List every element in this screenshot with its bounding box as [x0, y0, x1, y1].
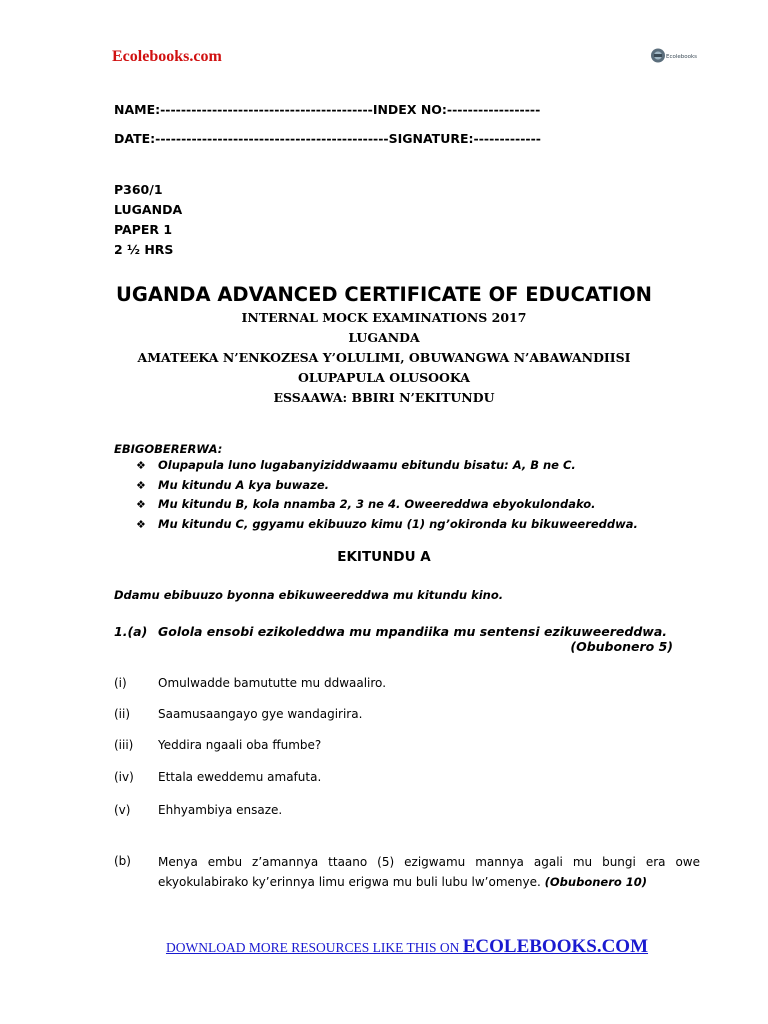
question-1b-text: Menya embu z’amannya ttaano (5) ezigwamu mannya agali mu bungi era owe ekyokulabirako ky’erinnya limu erigwa mu buli lubu lw’omenye. (Obubonero 10): [158, 855, 700, 889]
diamond-bullet-icon: ❖: [136, 459, 146, 472]
instructions-heading: EBIGOBERERWA:: [114, 442, 223, 456]
diamond-bullet-icon: ❖: [136, 498, 146, 511]
item-number: (iii): [114, 738, 134, 752]
item-number: (ii): [114, 707, 131, 721]
paper-subject: LUGANDA: [114, 202, 183, 217]
item-sentence: Saamusaangayo gye wandagirira.: [158, 707, 363, 721]
item-sentence: Ettala eweddemu amafuta.: [158, 770, 322, 784]
diamond-bullet-icon: ❖: [136, 517, 146, 531]
footer-download-banner: [0, 936, 768, 958]
question-1a-text: Golola ensobi ezikoleddwa mu mpandiika mu sentensi ezikuweereddwa.: [158, 624, 668, 639]
paper-duration: 2 ½ HRS: [114, 242, 174, 257]
section-directive: Ddamu ebibuuzo byonna ebikuweereddwa mu kitundu kino.: [114, 588, 504, 602]
instruction-item: ❖ Mu kitundu B, kola nnamba 2, 3 ne 4. Oweereddwa ebyokulondako.: [136, 495, 638, 515]
name-index-field-line: NAME:-----------------------------------------INDEX NO:------------------: [114, 102, 541, 117]
instructions-list: [136, 456, 638, 534]
paper-meta: [114, 180, 182, 260]
ecolebooks-logo: [650, 47, 702, 64]
paper-code: P360/1: [114, 182, 163, 197]
ecolebooks-header-link[interactable]: Ecolebooks.com: [112, 48, 222, 65]
section-heading: EKITUNDU A: [337, 549, 431, 565]
footer-download-link[interactable]: DOWNLOAD MORE RESOURCES LIKE THIS ON ECOLEBOOKS.COM: [165, 936, 649, 957]
question-1b-label: (b): [114, 854, 131, 868]
item-sentence: Yeddira ngaali oba ffumbe?: [158, 738, 322, 752]
exam-subtitle-2: LUGANDA: [348, 330, 420, 345]
item-sentence: Ehhyambiya ensaze.: [158, 803, 283, 817]
question-1a-marks: (Obubonero 5): [570, 639, 673, 654]
instruction-item: ❖ Olupapula luno lugabanyiziddwaamu ebitundu bisatu: A, B ne C.: [136, 456, 638, 476]
diamond-bullet-icon: ❖: [136, 478, 146, 492]
paper-number: PAPER 1: [114, 222, 173, 237]
item-number: (v): [114, 803, 131, 817]
item-number: (iv): [114, 770, 134, 784]
svg-text:Ecolebooks: Ecolebooks: [666, 54, 698, 60]
instruction-item: ❖ Mu kitundu A kya buwaze.: [136, 476, 638, 496]
exam-title: UGANDA ADVANCED CERTIFICATE OF EDUCATION: [116, 283, 652, 306]
item-number: (i): [114, 676, 127, 690]
date-signature-field-line: DATE:---------------------------------------------SIGNATURE:-------------: [114, 131, 541, 146]
exam-subtitle-5: ESSAAWA: BBIRI N’EKITUNDU: [273, 390, 495, 405]
item-sentence: Omulwadde bamututte mu ddwaaliro.: [158, 676, 387, 690]
instruction-item: ❖ Mu kitundu C, ggyamu ekibuuzo kimu (1) ng’okironda ku bikuweereddwa.: [136, 515, 638, 535]
question-1a-label: 1.(a): [114, 624, 148, 639]
exam-subtitle-3: AMATEEKA N’ENKOZESA Y’OLULIMI, OBUWANGWA N’ABAWANDIISI: [137, 350, 631, 365]
exam-subtitle-1: INTERNAL MOCK EXAMINATIONS 2017: [241, 310, 527, 325]
exam-subtitle-4: OLUPAPULA OLUSOOKA: [298, 370, 470, 385]
question-1b-marks: (Obubonero 10): [544, 875, 648, 889]
exam-subtitles: [0, 308, 768, 408]
